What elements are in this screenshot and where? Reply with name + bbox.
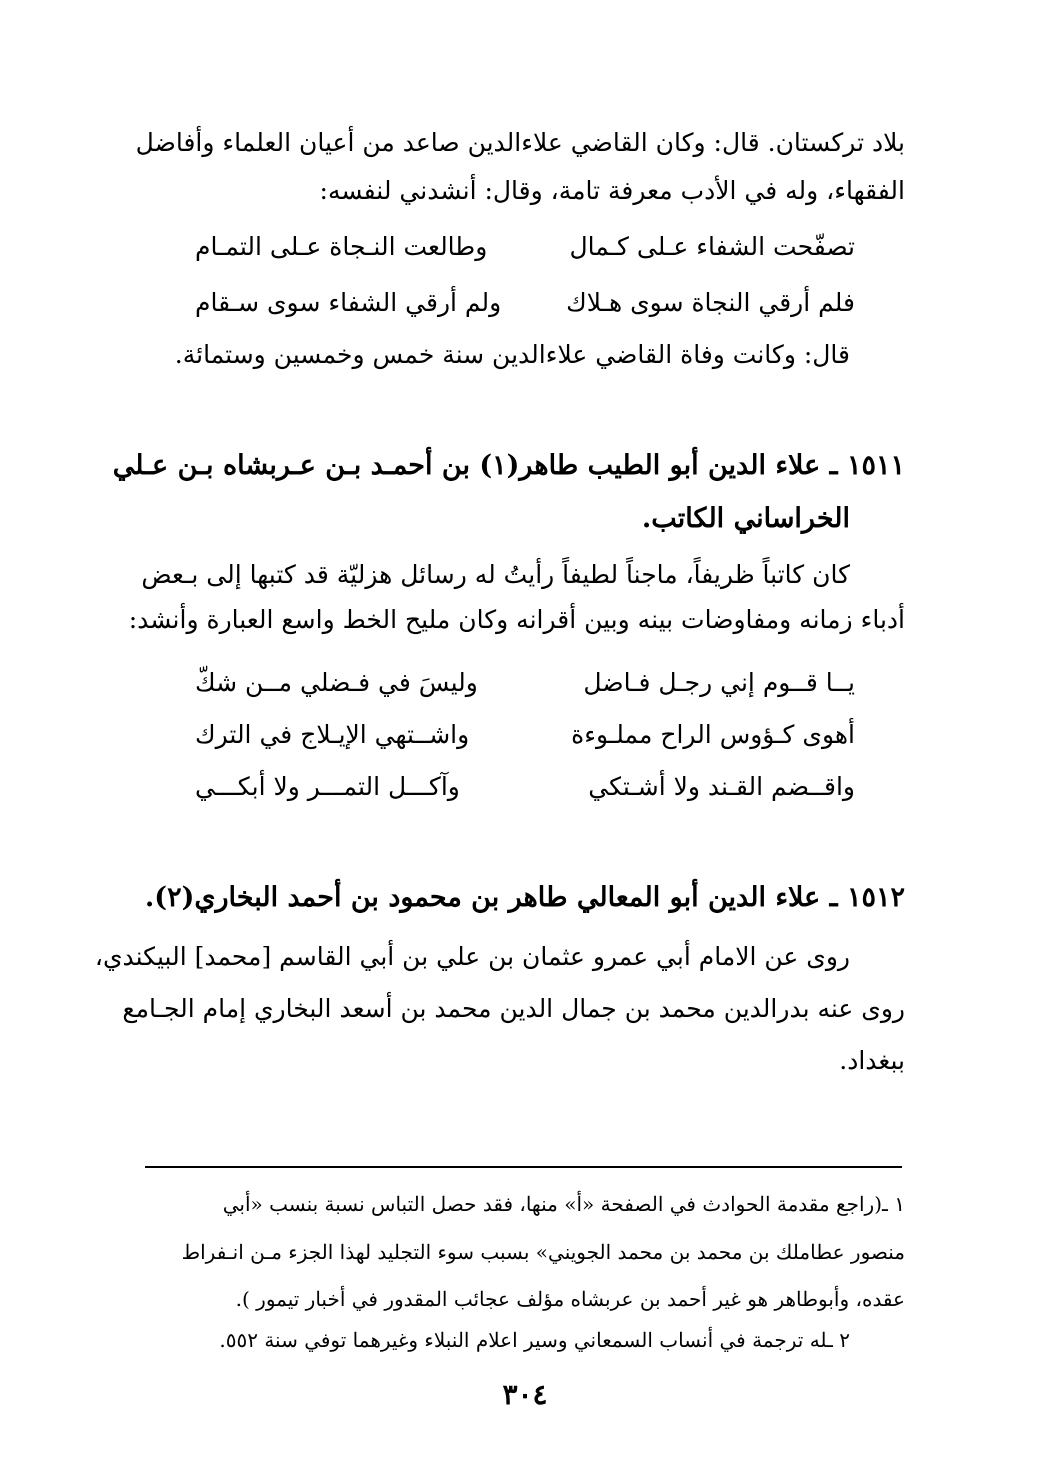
intro-line-2: الفقهاء، وله في الأدب معرفة تامة، وقال: أنشدني لنفسه: [319,176,905,205]
verse-1-second-hemistich: وطالعت النـجاة عـلى التمـام [195,232,488,261]
verse-5-first-hemistich: واقــضم القـند ولا أشـتكي [588,772,855,801]
footnote-2: ٢ ـله ترجمة في أنساب السمعاني وسير اعلام النبلاء وغيرهما توفي سنة ٥٥٢. [219,1328,850,1352]
verse-3-second-hemistich: وليسَ في فـضلي مــن شكّ [195,668,478,697]
verse-2-second-hemistich: ولم أرقي الشفاء سوى سـقام [195,288,502,317]
entry-1511-heading-cont: الخراساني الكاتب. [641,503,850,534]
verse-1-first-hemistich: تصفّحت الشفاء عـلى كـمال [569,232,855,261]
entry-1512-heading: ١٥١٢ ـ علاء الدين أبو المعالي طاهر بن محمود بن أحمد البخاري(٢). [144,882,905,913]
entry-1511-text-1: كان كاتباً ظريفاً، ماجناً لطيفاً رأيتُ له رسائل هزليّة قد كتبها إلى بـعض [141,560,850,589]
verse-2-first-hemistich: فلم أرقي النجاة سوى هـلاك [566,288,855,317]
page-number: ٣٠٤ [502,1378,548,1411]
footnote-1-line-3: عقده، وأبوطاهر هو غير أحمد بن عربشاه مؤلف عجائب المقدور في أخبار تيمور ). [235,1287,905,1311]
entry-1512-text-1: روى عن الامام أبي عمرو عثمان بن علي بن أبي القاسم [محمد] البيكندي، [94,942,850,971]
verse-3-first-hemistich: يــا قــوم إني رجـل فـاضل [583,668,855,697]
verse-4-second-hemistich: واشــتهي الإيـلاج في الترك [195,720,470,749]
verse-5-second-hemistich: وآكـــل التمـــر ولا أبكـــي [195,772,460,801]
verse-4-first-hemistich: أهوى كـؤوس الراح مملـوءة [571,720,855,749]
entry-1512-text-3: ببغداد. [839,1046,905,1075]
footnote-divider [145,1166,902,1168]
footnote-1-line-2: منصور عطاملك بن محمد بن محمد الجويني» بسبب سوء التجليد لهذا الجزء مـن انـفراط [181,1240,905,1264]
entry-1511-heading: ١٥١١ ـ علاء الدين أبو الطيب طاهر(١) بن أحمـد بـن عـربشاه بـن عـلي [112,450,905,481]
death-note: قال: وكانت وفاة القاضي علاءالدين سنة خمس وخمسين وستمائة. [174,340,850,369]
entry-1511-text-2: أدباء زمانه ومفاوضات بينه وبين أقرانه وكان مليح الخط واسع العبارة وأنشد: [128,605,905,634]
intro-line-1: بلاد تركستان. قال: وكان القاضي علاءالدين صاعد من أعيان العلماء وأفاضل [135,128,905,157]
footnote-1-line-1: ١ ـ(راجع مقدمة الحوادث في الصفحة «أ» منها، فقد حصل التباس نسبة بنسب «أبي [222,1192,905,1216]
entry-1512-text-2: روى عنه بدرالدين محمد بن جمال الدين محمد بن أسعد البخاري إمام الجـامع [122,994,905,1023]
